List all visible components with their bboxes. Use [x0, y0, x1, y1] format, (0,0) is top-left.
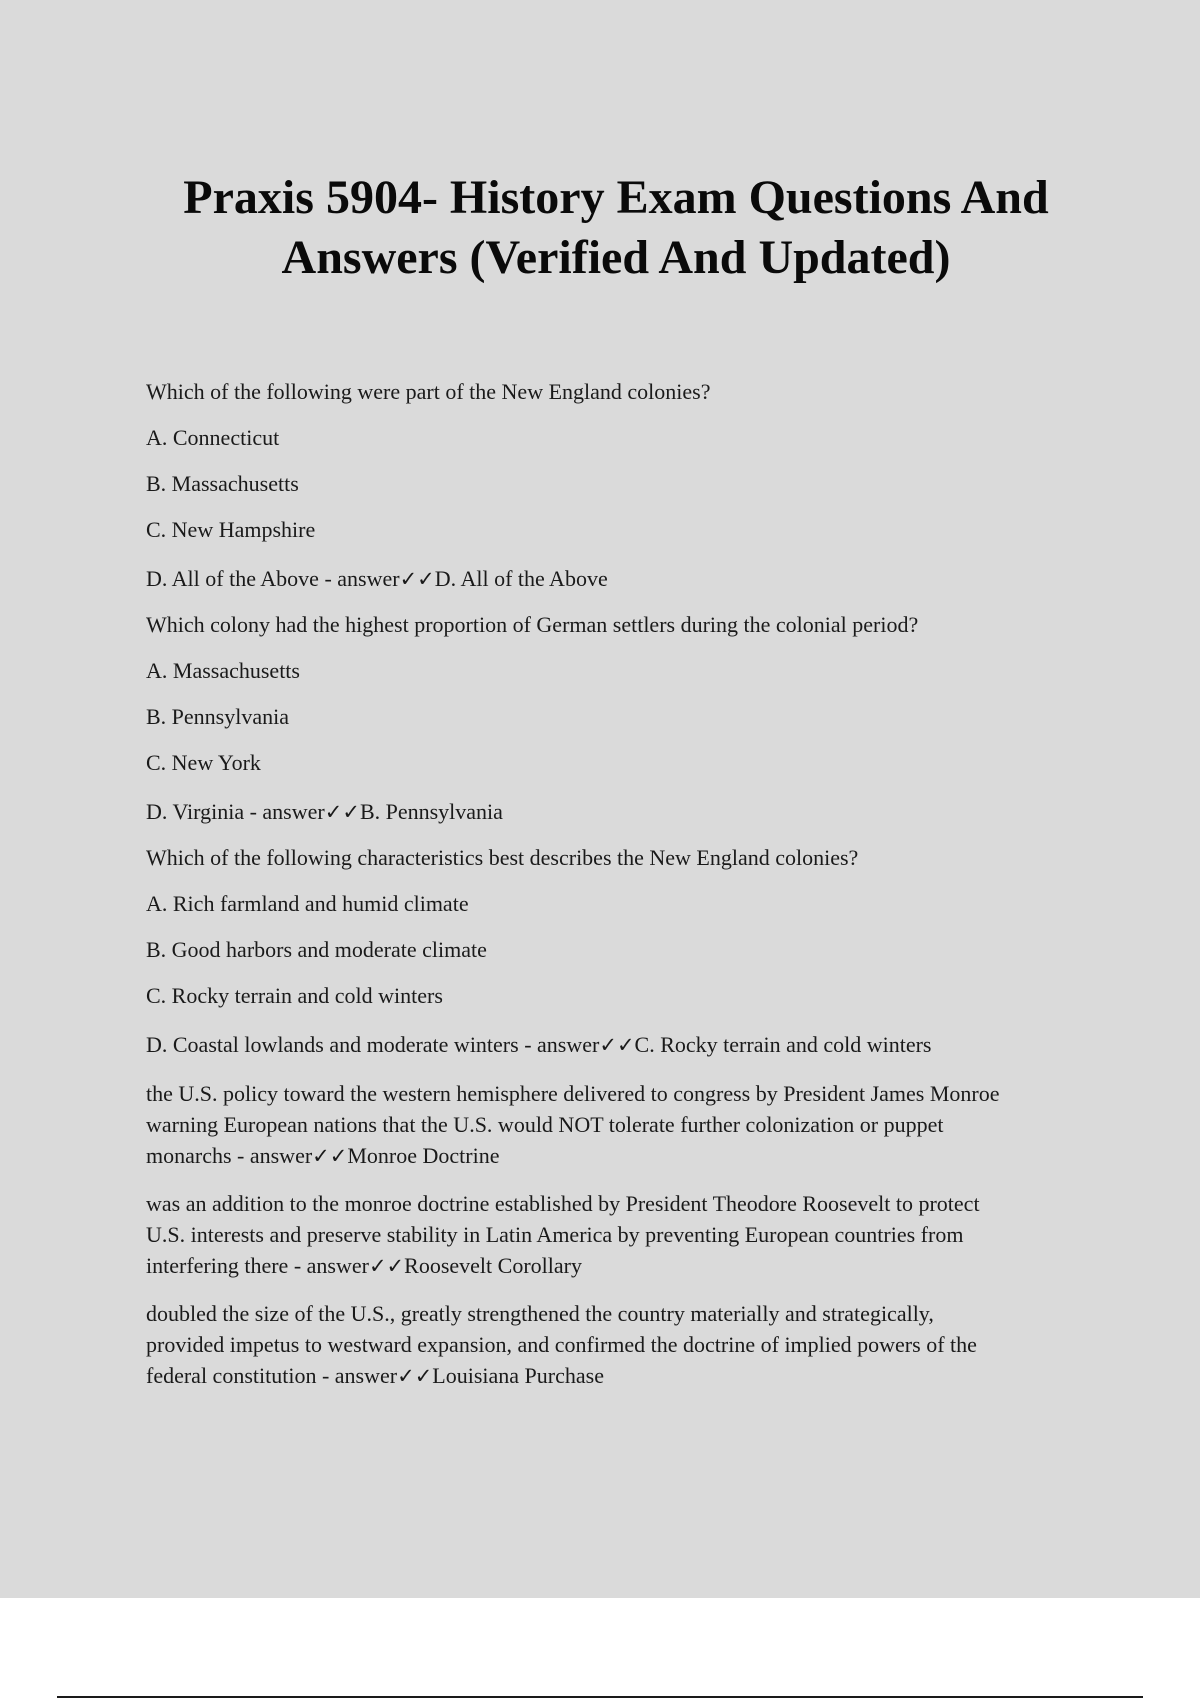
option-b: B. Pennsylvania	[146, 704, 289, 729]
question-text: Which of the following characteristics best describes the New England colonies?	[146, 845, 859, 870]
question-text: Which colony had the highest proportion of German settlers during the colonial period?	[146, 612, 919, 637]
definition-block	[146, 1298, 1086, 1392]
answer-text: B. Pennsylvania	[359, 799, 503, 824]
question-block	[146, 379, 1086, 592]
question-block	[146, 612, 1086, 825]
definition-line: monarchs	[146, 1143, 232, 1168]
answer-marker: - answer	[318, 566, 400, 591]
option-a: A. Connecticut	[146, 425, 280, 450]
answer-marker: - answer	[518, 1032, 600, 1057]
option-d: D. Virginia	[146, 799, 245, 824]
definition-last-line	[146, 1360, 1086, 1392]
checkmark-icon: ✓✓	[599, 1033, 635, 1057]
option-b: B. Good harbors and moderate climate	[146, 937, 487, 962]
answer-text: D. All of the Above	[434, 566, 608, 591]
definition-line: interfering there	[146, 1253, 289, 1278]
checkmark-icon: ✓✓	[399, 567, 435, 591]
answer-text: Louisiana Purchase	[432, 1363, 604, 1388]
answer-text: Monroe Doctrine	[347, 1143, 500, 1168]
footer-divider	[57, 1696, 1143, 1698]
definition-line: provided impetus to westward expansion, and confirmed the doctrine of implied powers of the	[146, 1332, 977, 1357]
title-line-1: Praxis 5904- History Exam Questions And	[183, 171, 1049, 224]
definition-last-line	[146, 1250, 1086, 1282]
checkmark-icon: ✓✓	[397, 1364, 433, 1388]
document-body	[146, 379, 1086, 1408]
answer-text: Roosevelt Corollary	[404, 1253, 582, 1278]
option-d-with-answer	[146, 796, 1086, 825]
answer-marker: - answer	[288, 1253, 369, 1278]
option-a: A. Rich farmland and humid climate	[146, 891, 469, 916]
title-line-2: Answers (Verified And Updated)	[281, 231, 951, 284]
option-d: D. Coastal lowlands and moderate winters	[146, 1032, 519, 1057]
definition-last-line	[146, 1140, 1086, 1172]
definition-line: the U.S. policy toward the western hemisphere delivered to congress by President James Monroe	[146, 1081, 1000, 1106]
option-d-with-answer	[146, 563, 1086, 592]
checkmark-icon: ✓✓	[324, 800, 360, 824]
option-b: B. Massachusetts	[146, 471, 299, 496]
definition-block	[146, 1078, 1086, 1172]
option-d: D. All of the Above	[146, 566, 319, 591]
question-block	[146, 845, 1086, 1058]
document-title	[120, 168, 1112, 288]
checkmark-icon: ✓✓	[368, 1254, 405, 1278]
definition-line: was an addition to the monroe doctrine established by President Theodore Roosevelt to protect	[146, 1191, 980, 1216]
option-c: C. New Hampshire	[146, 517, 316, 542]
option-a: A. Massachusetts	[146, 658, 300, 683]
definition-line: warning European nations that the U.S. would NOT tolerate further colonization or puppet	[146, 1112, 944, 1137]
option-d-with-answer	[146, 1029, 1086, 1058]
definition-block	[146, 1188, 1086, 1282]
option-c: C. New York	[146, 750, 261, 775]
answer-marker: - answer	[316, 1363, 398, 1388]
answer-marker: - answer	[231, 1143, 313, 1168]
checkmark-icon: ✓✓	[312, 1144, 348, 1168]
option-c: C. Rocky terrain and cold winters	[146, 983, 443, 1008]
definition-line: doubled the size of the U.S., greatly strengthened the country materially and strategically,	[146, 1301, 934, 1326]
answer-marker: - answer	[244, 799, 325, 824]
definition-line: U.S. interests and preserve stability in Latin America by preventing European countries from	[146, 1222, 964, 1247]
question-text: Which of the following were part of the New England colonies?	[146, 379, 711, 404]
definition-line: federal constitution	[146, 1363, 317, 1388]
answer-text: C. Rocky terrain and cold winters	[634, 1032, 932, 1057]
